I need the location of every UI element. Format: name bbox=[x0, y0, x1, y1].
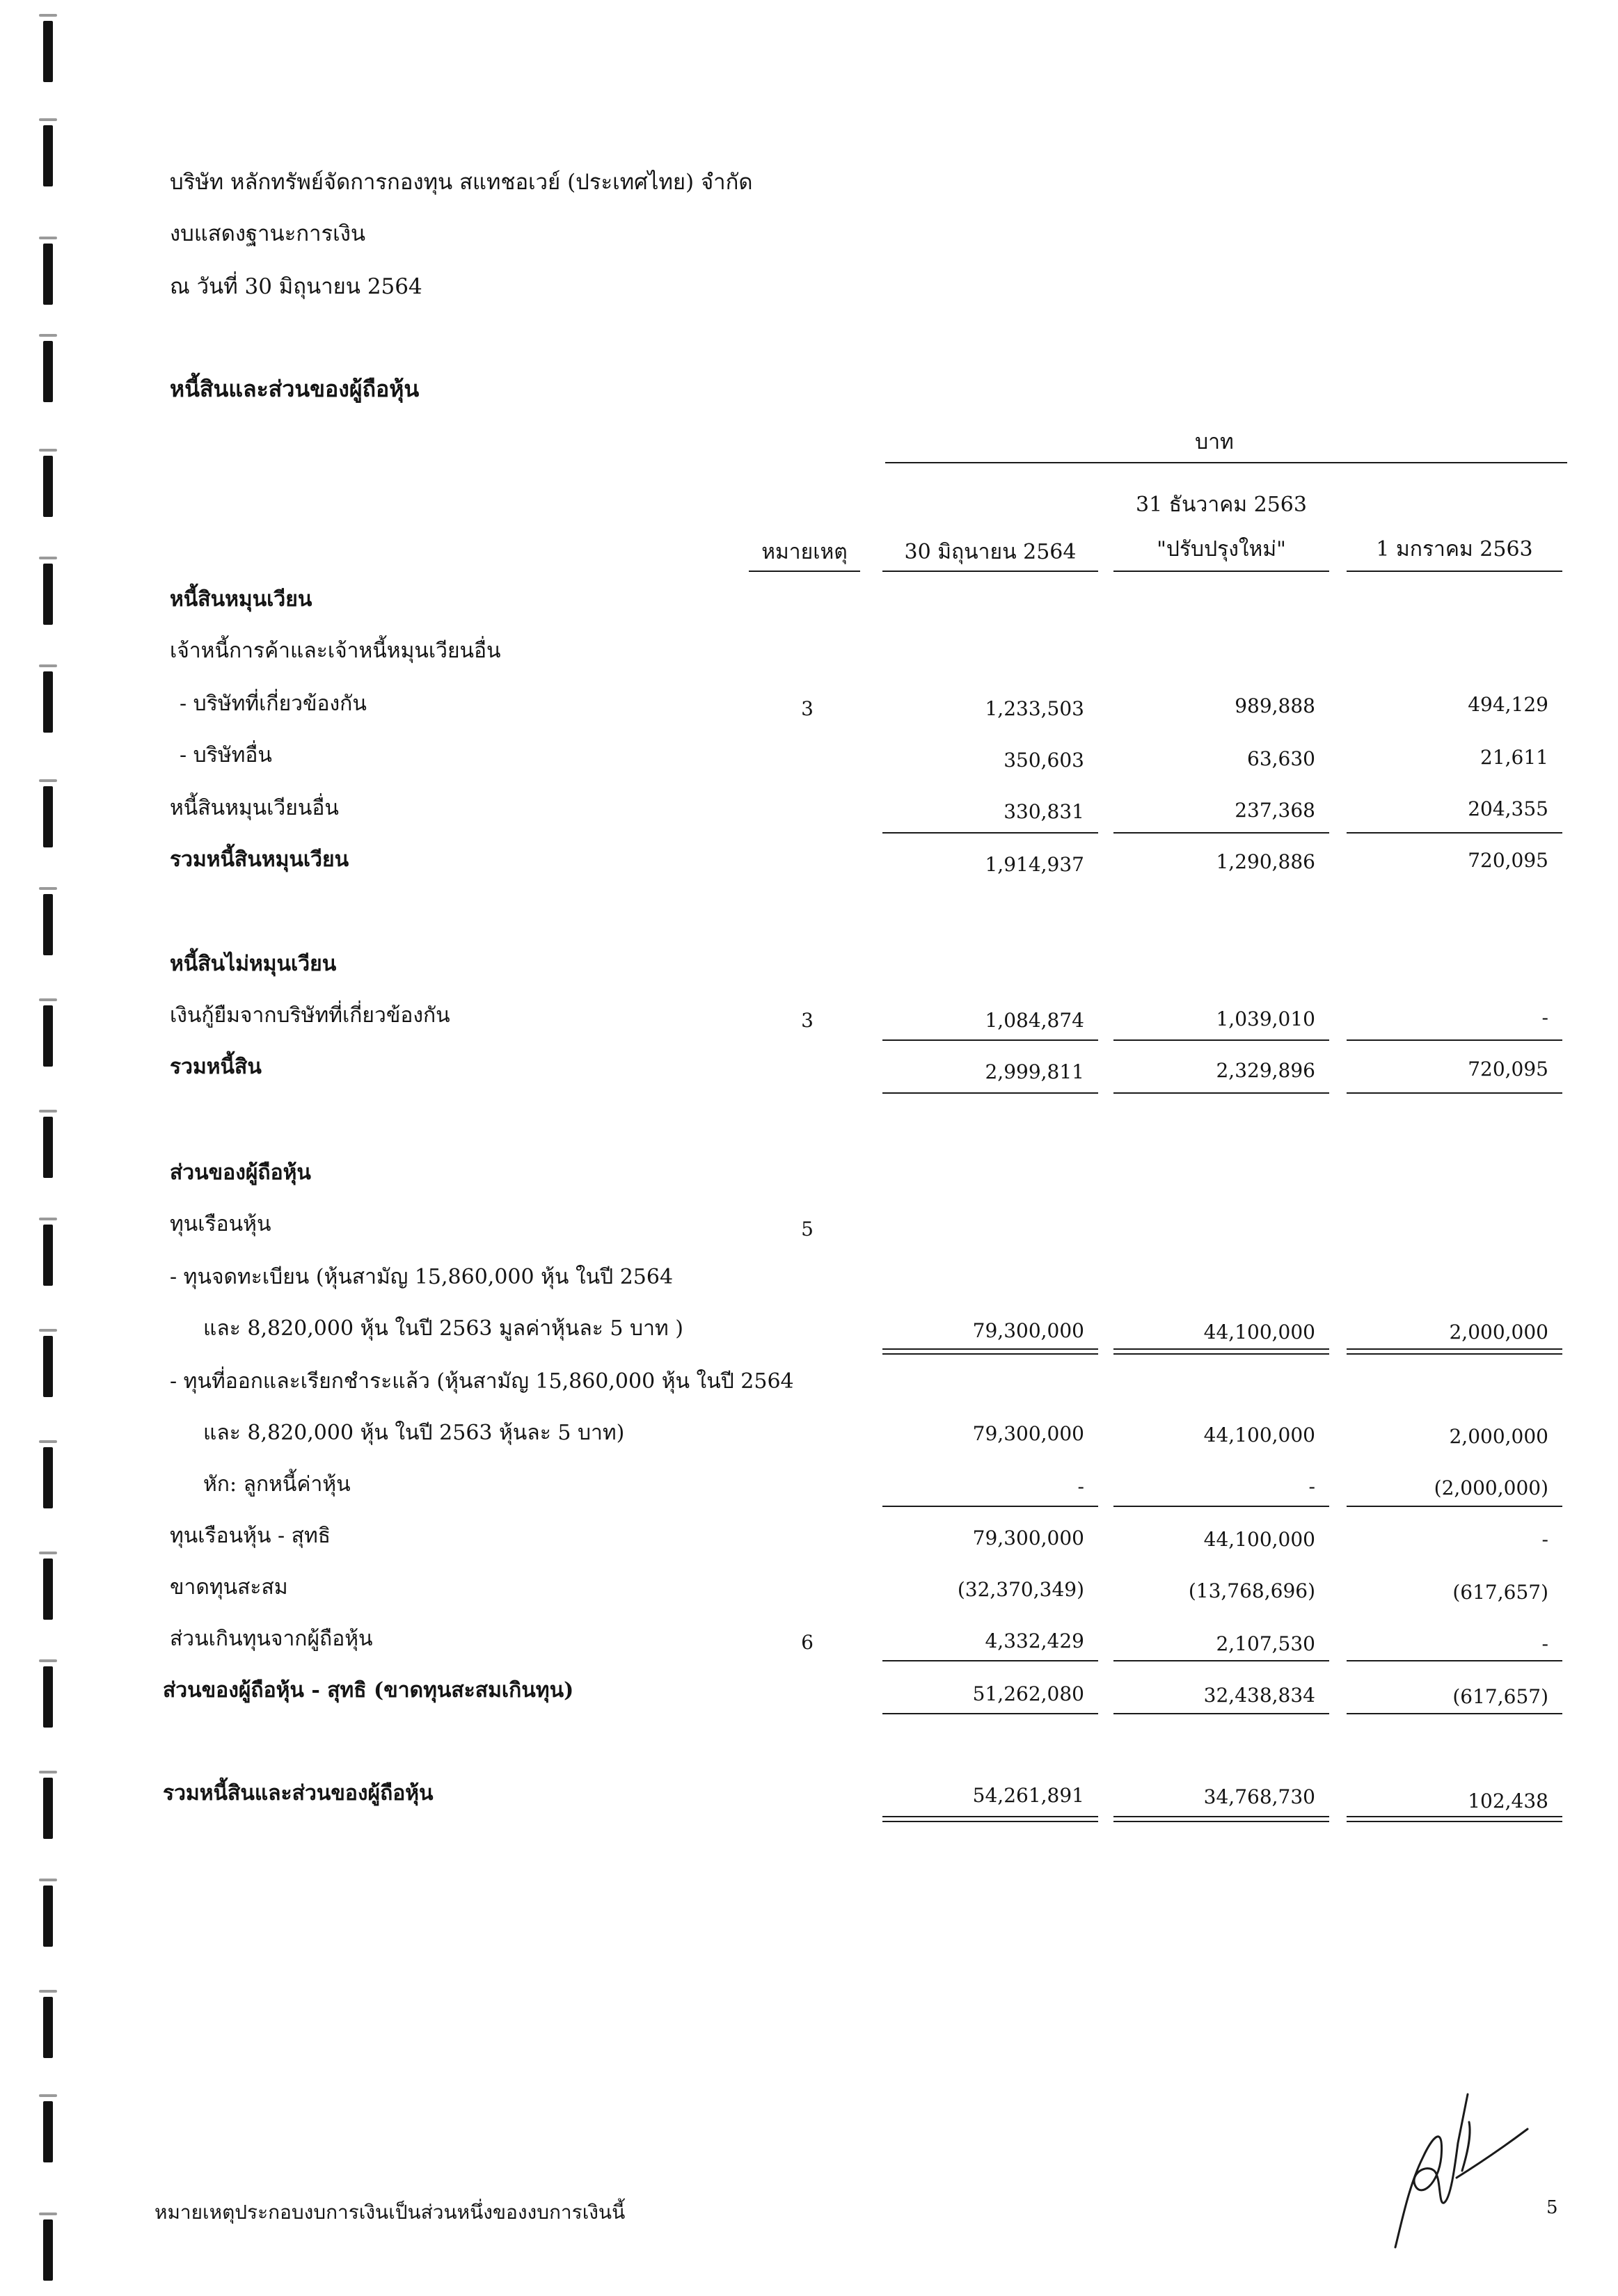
equity-net-rule-col2 bbox=[1113, 1713, 1329, 1714]
issued-capital-line2: และ 8,820,000 หุ้น ในปี 2563 หุ้นละ 5 บาท) bbox=[203, 1421, 625, 1445]
issued-capital-value-col3: 2,000,000 bbox=[1449, 1425, 1548, 1448]
grand-total-label: รวมหนี้สินและส่วนของผู้ถือหุ้น bbox=[163, 1781, 434, 1805]
section-title: หนี้สินและส่วนของผู้ถือหุ้น bbox=[170, 376, 420, 402]
related-party-note: 3 bbox=[801, 697, 814, 720]
binding-hole-mark bbox=[43, 894, 53, 955]
page-number: 5 bbox=[1546, 2197, 1558, 2218]
company-name: บริษัท หลักทรัพย์จัดการกองทุน สแทชอเวย์ (ประเทศไทย) จำกัด bbox=[170, 170, 753, 195]
col1-heading: 30 มิถุนายน 2564 bbox=[904, 540, 1077, 564]
equity-net-value-col3: (617,657) bbox=[1452, 1685, 1548, 1708]
current-liabilities-title: หนี้สินหมุนเวียน bbox=[170, 587, 312, 612]
deficit-value-col1: (32,370,349) bbox=[957, 1578, 1084, 1601]
binding-hole-mark bbox=[43, 341, 53, 402]
grand-total-double-rule-col2 bbox=[1113, 1816, 1329, 1822]
loan-rule-col2 bbox=[1113, 1039, 1329, 1041]
binding-hole-mark bbox=[43, 1997, 53, 2058]
issued-capital-value-col2: 44,100,000 bbox=[1203, 1424, 1315, 1446]
loan-rule-col3 bbox=[1347, 1039, 1562, 1041]
binding-hole-mark bbox=[43, 1666, 53, 1728]
note-heading: หมายเหตุ bbox=[761, 540, 848, 564]
share-premium-note: 6 bbox=[801, 1631, 814, 1654]
grand-total-value-col2: 34,768,730 bbox=[1203, 1785, 1315, 1808]
premium-rule-col2 bbox=[1113, 1660, 1329, 1661]
binding-hole-mark bbox=[43, 564, 53, 625]
col3-heading-rule bbox=[1347, 571, 1562, 572]
share-receivable-value-col3: (2,000,000) bbox=[1434, 1476, 1548, 1499]
registered-capital-value-col3: 2,000,000 bbox=[1449, 1321, 1548, 1344]
grand-total-double-rule-col1 bbox=[882, 1816, 1098, 1822]
currency-rule bbox=[885, 462, 1567, 463]
equity-title: ส่วนของผู้ถือหุ้น bbox=[170, 1161, 311, 1185]
note-heading-rule bbox=[749, 571, 860, 572]
deficit-value-col2: (13,768,696) bbox=[1188, 1579, 1315, 1602]
total-current-value-col3: 720,095 bbox=[1468, 849, 1548, 872]
binding-hole-mark bbox=[43, 1886, 53, 1947]
binding-hole-mark bbox=[43, 244, 53, 305]
loan-value-col3: - bbox=[1541, 1006, 1548, 1029]
subtotal-rule-col1 bbox=[882, 832, 1098, 834]
binding-hole-mark bbox=[43, 671, 53, 733]
related-party-value-col3: 494,129 bbox=[1468, 693, 1548, 716]
total-liabilities-value-col2: 2,329,896 bbox=[1216, 1059, 1315, 1082]
equity-net-label: ส่วนของผู้ถือหุ้น - สุทธิ (ขาดทุนสะสมเกินทุน) bbox=[163, 1678, 574, 1703]
share-capital-label: ทุนเรือนหุ้น bbox=[170, 1212, 271, 1236]
equity-net-value-col2: 32,438,834 bbox=[1203, 1684, 1315, 1707]
footer-note: หมายเหตุประกอบงบการเงินเป็นส่วนหนึ่งของงบการเงินนี้ bbox=[154, 2201, 626, 2224]
other-company-value-col1: 350,603 bbox=[1004, 749, 1084, 772]
related-party-value-col1: 1,233,503 bbox=[985, 697, 1084, 720]
col1-heading-rule bbox=[882, 571, 1098, 572]
binding-hole-mark bbox=[43, 456, 53, 517]
loan-value-col1: 1,084,874 bbox=[985, 1009, 1084, 1032]
payables-label: เจ้าหนี้การค้าและเจ้าหนี้หมุนเวียนอื่น bbox=[170, 639, 501, 663]
binding-hole-mark bbox=[43, 125, 53, 186]
statement-title: งบแสดงฐานะการเงิน bbox=[170, 221, 366, 246]
registered-double-rule-col3 bbox=[1347, 1348, 1562, 1355]
total-liabilities-value-col1: 2,999,811 bbox=[985, 1060, 1084, 1083]
net-capital-value-col2: 44,100,000 bbox=[1203, 1528, 1315, 1551]
col2-heading-line1: 31 ธันวาคม 2563 bbox=[1136, 493, 1307, 517]
share-premium-value-col2: 2,107,530 bbox=[1216, 1632, 1315, 1655]
total-liab-rule-col1 bbox=[882, 1092, 1098, 1094]
receivable-rule-col2 bbox=[1113, 1506, 1329, 1507]
other-company-label: - บริษัทอื่น bbox=[180, 743, 272, 767]
loan-rule-col1 bbox=[882, 1039, 1098, 1041]
premium-rule-col1 bbox=[882, 1660, 1098, 1661]
receivable-rule-col1 bbox=[882, 1506, 1098, 1507]
share-premium-value-col3: - bbox=[1541, 1632, 1548, 1655]
total-liab-rule-col3 bbox=[1347, 1092, 1562, 1094]
binding-hole-mark bbox=[43, 2101, 53, 2162]
total-current-value-col2: 1,290,886 bbox=[1216, 850, 1315, 873]
registered-double-rule-col1 bbox=[882, 1348, 1098, 1355]
deficit-value-col3: (617,657) bbox=[1452, 1581, 1548, 1604]
net-capital-label: ทุนเรือนหุ้น - สุทธิ bbox=[170, 1524, 331, 1548]
binding-hole-mark bbox=[43, 21, 53, 82]
col2-heading-rule bbox=[1113, 571, 1329, 572]
total-current-value-col1: 1,914,937 bbox=[985, 853, 1084, 876]
binding-hole-mark bbox=[43, 1558, 53, 1620]
binding-hole-mark bbox=[43, 1778, 53, 1839]
noncurrent-liabilities-title: หนี้สินไม่หมุนเวียน bbox=[170, 952, 337, 976]
total-liabilities-label: รวมหนี้สิน bbox=[170, 1055, 262, 1079]
receivable-rule-col3 bbox=[1347, 1506, 1562, 1507]
share-receivable-value-col2: - bbox=[1308, 1475, 1315, 1498]
currency-heading: บาท bbox=[1195, 430, 1234, 454]
subtotal-rule-col3 bbox=[1347, 832, 1562, 834]
loan-label: เงินกู้ยืมจากบริษัทที่เกี่ยวข้องกัน bbox=[170, 1003, 450, 1028]
deficit-label: ขาดทุนสะสม bbox=[170, 1575, 288, 1600]
net-capital-value-col3: - bbox=[1541, 1528, 1548, 1551]
grand-total-double-rule-col3 bbox=[1347, 1816, 1562, 1822]
binding-hole-mark bbox=[43, 2219, 53, 2281]
share-receivable-value-col1: - bbox=[1077, 1475, 1084, 1498]
signature-mark bbox=[1374, 2080, 1541, 2268]
registered-capital-value-col1: 79,300,000 bbox=[972, 1319, 1084, 1342]
other-current-value-col1: 330,831 bbox=[1004, 800, 1084, 823]
equity-net-value-col1: 51,262,080 bbox=[972, 1682, 1084, 1705]
binding-hole-mark bbox=[43, 1225, 53, 1286]
share-premium-value-col1: 4,332,429 bbox=[985, 1629, 1084, 1652]
registered-double-rule-col2 bbox=[1113, 1348, 1329, 1355]
subtotal-rule-col2 bbox=[1113, 832, 1329, 834]
col3-heading: 1 มกราคม 2563 bbox=[1376, 537, 1533, 561]
total-liab-rule-col2 bbox=[1113, 1092, 1329, 1094]
registered-capital-line2: และ 8,820,000 หุ้น ในปี 2563 มูลค่าหุ้นละ 5 บาท ) bbox=[203, 1316, 683, 1341]
col2-heading-line2: "ปรับปรุงใหม่" bbox=[1157, 537, 1286, 561]
equity-net-rule-col3 bbox=[1347, 1713, 1562, 1714]
related-party-label: - บริษัทที่เกี่ยวข้องกัน bbox=[180, 692, 367, 716]
total-current-label: รวมหนี้สินหมุนเวียน bbox=[170, 847, 349, 872]
share-capital-note: 5 bbox=[801, 1218, 814, 1241]
grand-total-value-col1: 54,261,891 bbox=[972, 1784, 1084, 1807]
binding-hole-mark bbox=[43, 1005, 53, 1067]
binding-hole-mark bbox=[43, 1117, 53, 1178]
other-current-value-col3: 204,355 bbox=[1468, 797, 1548, 820]
grand-total-value-col3: 102,438 bbox=[1468, 1789, 1548, 1812]
share-receivable-label: หัก: ลูกหนี้ค่าหุ้น bbox=[203, 1472, 351, 1497]
issued-capital-line1: - ทุนที่ออกและเรียกชำระแล้ว (หุ้นสามัญ 15,860,000 หุ้น ในปี 2564 bbox=[170, 1369, 794, 1394]
other-current-value-col2: 237,368 bbox=[1235, 799, 1315, 822]
net-capital-value-col1: 79,300,000 bbox=[972, 1526, 1084, 1549]
loan-value-col2: 1,039,010 bbox=[1216, 1007, 1315, 1030]
statement-date: ณ วันที่ 30 มิถุนายน 2564 bbox=[170, 274, 422, 299]
binding-hole-mark bbox=[43, 1447, 53, 1508]
other-current-label: หนี้สินหมุนเวียนอื่น bbox=[170, 796, 339, 820]
binding-hole-mark bbox=[43, 786, 53, 847]
equity-net-rule-col1 bbox=[882, 1713, 1098, 1714]
issued-capital-value-col1: 79,300,000 bbox=[972, 1422, 1084, 1445]
loan-note: 3 bbox=[801, 1009, 814, 1032]
binding-hole-mark bbox=[43, 1336, 53, 1397]
premium-rule-col3 bbox=[1347, 1660, 1562, 1661]
other-company-value-col3: 21,611 bbox=[1480, 746, 1548, 769]
total-liabilities-value-col3: 720,095 bbox=[1468, 1058, 1548, 1081]
share-premium-label: ส่วนเกินทุนจากผู้ถือหุ้น bbox=[170, 1627, 373, 1651]
registered-capital-line1: - ทุนจดทะเบียน (หุ้นสามัญ 15,860,000 หุ้น ในปี 2564 bbox=[170, 1265, 674, 1289]
other-company-value-col2: 63,630 bbox=[1247, 747, 1315, 770]
registered-capital-value-col2: 44,100,000 bbox=[1203, 1321, 1315, 1344]
related-party-value-col2: 989,888 bbox=[1235, 694, 1315, 717]
